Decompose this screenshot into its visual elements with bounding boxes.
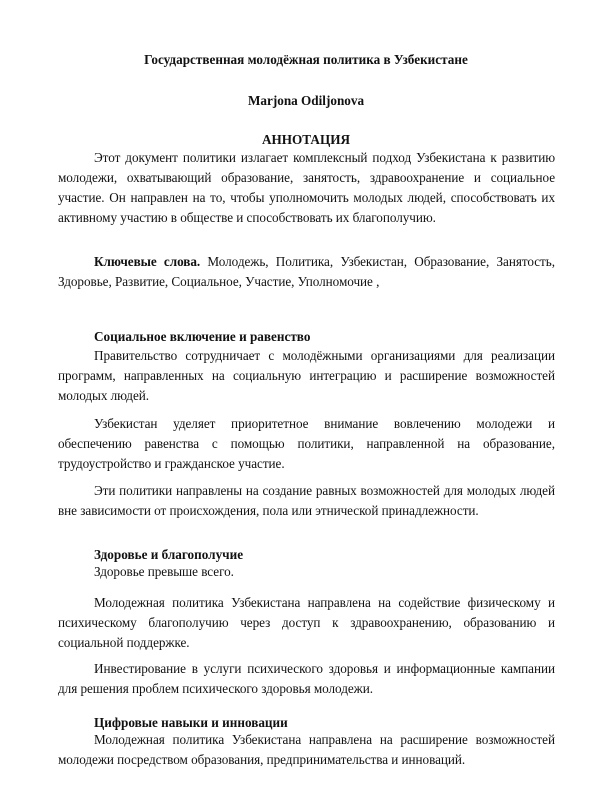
section-heading-digital: Цифровые навыки и инновации bbox=[94, 715, 288, 730]
section-heading-social: Социальное включение и равенство bbox=[94, 329, 311, 344]
keywords-paragraph bbox=[58, 252, 555, 292]
section-social-paragraph-3: Эти политики направлены на создание равных возможностей для молодых людей вне зависимости от происхождения, пола или этнической принадлежности. bbox=[58, 483, 555, 518]
abstract-text: Этот документ политики излагает комплексный подход Узбекистана к развитию молодежи, охватывающий образование, занятость, здравоохранение и социальное участие. Он направлен на то, чтобы уполномочить молодых людей, способствовать их активному участию в обществе и способствовать их благополучию. bbox=[58, 150, 555, 225]
section-social-paragraph-1: Правительство сотрудничает с молодёжными организациями для реализации программ, направленных на социальную интеграцию и расширение возможностей молодых людей. bbox=[58, 348, 555, 403]
section-social-paragraph-2: Узбекистан уделяет приоритетное внимание вовлечению молодежи и обеспечению равенства с помощью политики, направленной на образование, трудоустройство и гражданское участие. bbox=[58, 416, 555, 471]
paper-title: Государственная молодёжная политика в Узбекистане bbox=[144, 52, 468, 67]
section-health-paragraph-2: Молодежная политика Узбекистана направлена на содействие физическому и психическому благополучию через доступ к здравоохранению, образованию и социальной поддержке. bbox=[58, 595, 555, 650]
keywords-label: Ключевые слова. bbox=[94, 254, 201, 269]
section-heading-health: Здоровье и благополучие bbox=[94, 547, 244, 562]
abstract-heading: АННОТАЦИЯ bbox=[262, 132, 350, 147]
section-health-paragraph-3: Инвестирование в услуги психического здоровья и информационные кампании для решения проблем психического здоровья молодежи. bbox=[58, 661, 555, 696]
keywords-text: Молодежь, Политика, Узбекистан, Образование, Занятость, Здоровье, Развитие, Социальное, Участие, Уполномочие , bbox=[58, 254, 555, 289]
section-digital-paragraph-1: Молодежная политика Узбекистана направлена на расширение возможностей молодежи посредством образования, предпринимательства и инноваций. bbox=[58, 732, 555, 767]
author-name: Marjona Odiljonova bbox=[247, 93, 365, 108]
section-health-paragraph-1: Здоровье превыше всего. bbox=[94, 564, 234, 579]
